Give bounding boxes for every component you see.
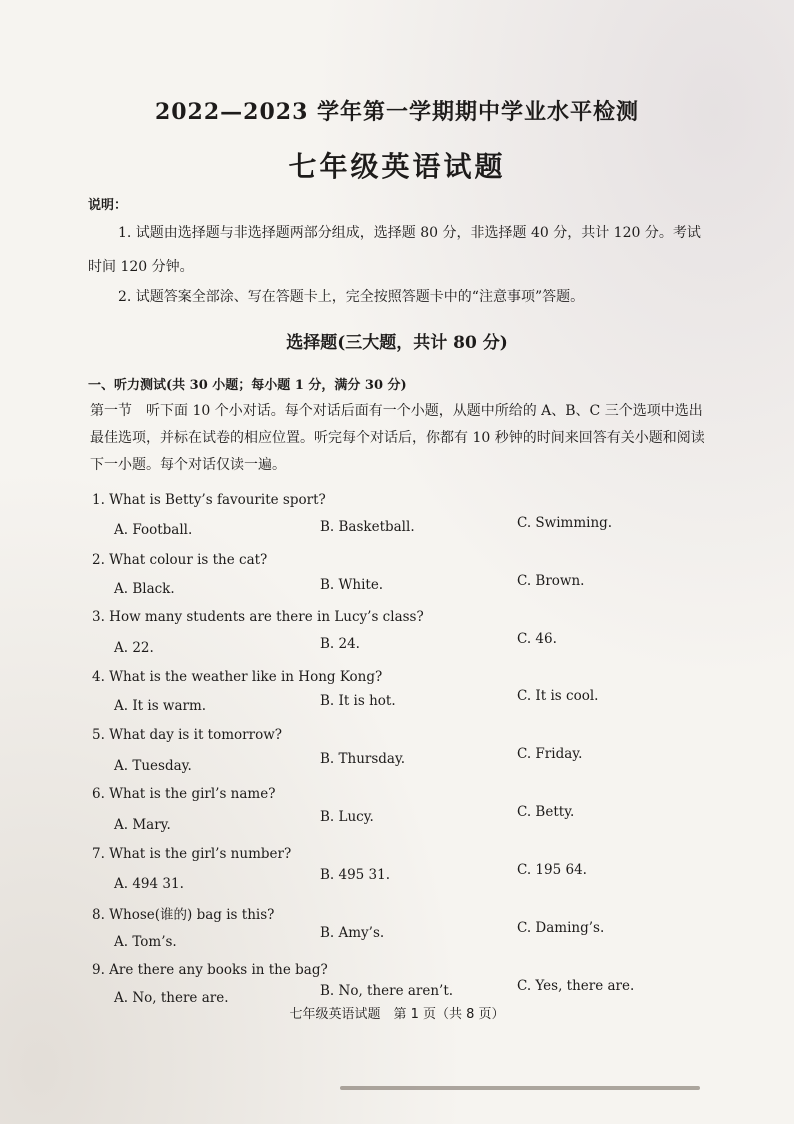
- scan-edge-shadow: [340, 1086, 700, 1090]
- page-footer: 七年级英语试题 第 1 页（共 8 页）: [289, 1007, 505, 1022]
- note-2: 2. 试题答案全部涂、写在答题卡上，完全按照答题卡中的“注意事项”答题。: [118, 289, 585, 305]
- question-7: 7. What is the girl’s number?: [92, 846, 292, 862]
- option-3a: A. 22.: [114, 640, 154, 656]
- option-6c: C. Betty.: [517, 804, 575, 820]
- section-title: 选择题(三大题，共计 80 分): [286, 333, 508, 353]
- option-6a: A. Mary.: [114, 817, 171, 833]
- notes-label: 说明：: [88, 198, 128, 213]
- option-7a: A. 494 31.: [114, 876, 184, 892]
- option-5b: B. Thursday.: [320, 751, 406, 767]
- option-5c: C. Friday.: [517, 746, 583, 762]
- option-1c: C. Swimming.: [517, 515, 613, 531]
- option-5a: A. Tuesday.: [114, 758, 192, 774]
- option-1a: A. Football.: [114, 522, 193, 538]
- question-6: 6. What is the girl’s name?: [92, 786, 276, 802]
- option-4b: B. It is hot.: [320, 693, 396, 709]
- question-5: 5. What day is it tomorrow?: [92, 727, 282, 743]
- option-8b: B. Amy’s.: [320, 925, 385, 941]
- option-2a: A. Black.: [114, 581, 175, 597]
- option-2c: C. Brown.: [517, 573, 585, 589]
- question-4: 4. What is the weather like in Hong Kong?: [92, 669, 383, 685]
- option-1b: B. Basketball.: [320, 519, 415, 535]
- question-2: 2. What colour is the cat?: [92, 552, 268, 568]
- option-8c: C. Daming’s.: [517, 920, 605, 936]
- option-4a: A. It is warm.: [114, 698, 207, 714]
- option-2b: B. White.: [320, 577, 384, 593]
- option-3c: C. 46.: [517, 631, 557, 647]
- note-1-line-2: 时间 120 分钟。: [88, 259, 194, 275]
- option-3b: B. 24.: [320, 636, 360, 652]
- option-7b: B. 495 31.: [320, 867, 391, 883]
- exam-title: 2022—2023 学年第一学期期中学业水平检测: [154, 99, 640, 125]
- option-8a: A. Tom’s.: [114, 934, 177, 950]
- note-1-line-1: 1. 试题由选择题与非选择题两部分组成，选择题 80 分，非选择题 40 分，共计 120 分。考试: [118, 225, 701, 241]
- option-9b: B. No, there aren’t.: [320, 983, 454, 999]
- question-3: 3. How many students are there in Lucy’s class?: [92, 609, 424, 625]
- question-8: 8. Whose(谁的) bag is this?: [92, 907, 275, 923]
- part-title: 一、听力测试(共 30 小题；每小题 1 分，满分 30 分): [88, 378, 407, 393]
- option-7c: C. 195 64.: [517, 862, 587, 878]
- question-1: 1. What is Betty’s favourite sport?: [92, 492, 326, 508]
- part-intro: 第一节 听下面 10 个小对话。每个对话后面有一个小题，从题中所给的 A、B、C 三个选项中选出最佳选项，并标在试卷的相应位置。听完每个对话后，你都有 10 秒钟的时间来回答有关小题和阅读下一小题。每个对话仅读一遍。: [90, 403, 705, 473]
- option-9c: C. Yes, there are.: [517, 978, 635, 994]
- question-9: 9. Are there any books in the bag?: [92, 962, 328, 978]
- option-4c: C. It is cool.: [517, 688, 599, 704]
- option-9a: A. No, there are.: [114, 990, 229, 1006]
- option-6b: B. Lucy.: [320, 809, 374, 825]
- exam-subtitle: 七年级英语试题: [288, 150, 506, 183]
